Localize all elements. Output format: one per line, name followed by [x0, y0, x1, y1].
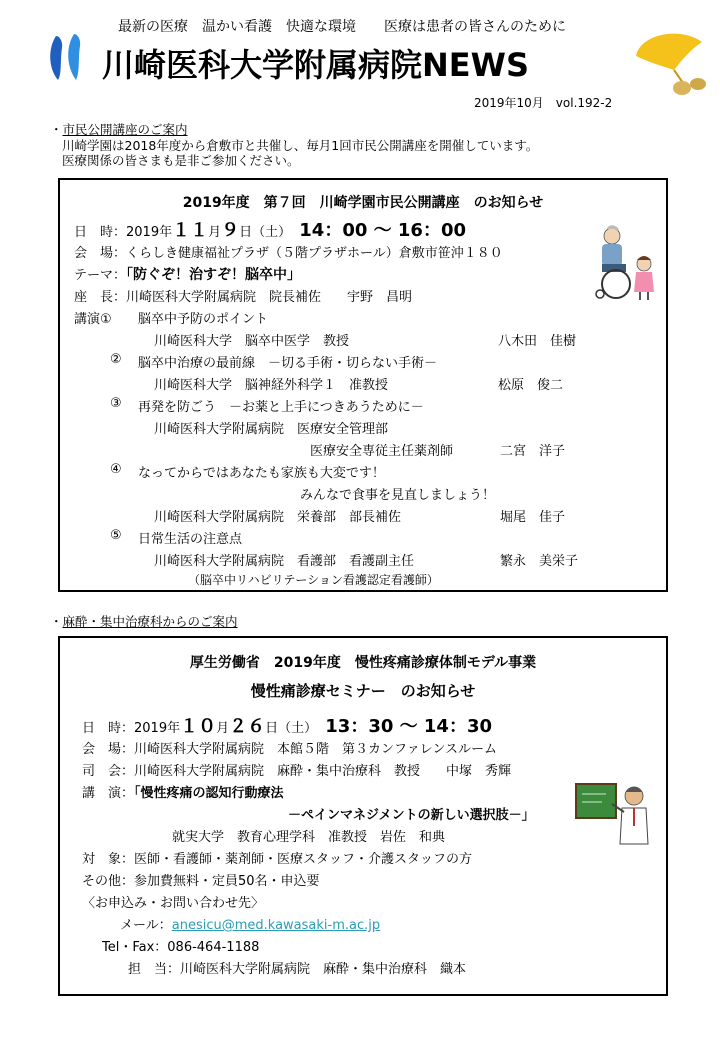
teacher-board-illustration-icon [572, 778, 658, 848]
lecture-venue: 会 場：くらしき健康福祉プラザ（５階プラザホール）倉敷市笹沖１８０ [74, 246, 503, 261]
lecture-5-affiliation: 川崎医科大学附属病院 看護部 看護副主任 [154, 554, 415, 569]
seminar-lecturer: 就実大学 教育心理学科 准教授 岩佐 和典 [172, 830, 446, 845]
seminar-host: 司 会：川崎医科大学附属病院 麻酔・集中治療科 教授 中塚 秀輝 [82, 764, 512, 779]
seminar-title-1: 厚生労働省 2019年度 慢性疼痛診療体制モデル事業 [189, 655, 537, 671]
seminar-other: その他：参加費無料・定員50名・申込要 [82, 874, 320, 889]
lecture-5-note: （脳卒中リハビリテーション看護認定看護師） [188, 573, 439, 587]
lecture-1-affiliation: 川崎医科大学 脳卒中医学 教授 [154, 334, 350, 349]
lecture-5-number: ⑤ [110, 528, 122, 543]
lecture-5-title: 日常生活の注意点 [138, 532, 243, 547]
seminar-date-m: 月 [216, 721, 230, 736]
lecture-3-affiliation-2: 医療安全専従主任薬剤師 [310, 444, 454, 459]
section1-heading: ・市民公開講座のご案内 [50, 122, 188, 137]
seminar-mail-row [120, 914, 380, 933]
date-day: ９ [221, 220, 240, 241]
lecture-2-title: 脳卒中治療の最前線 －切る手術・切らない手術－ [138, 356, 438, 371]
lecture-4-speaker: 堀尾 佳子 [500, 510, 566, 525]
lecture-3-speaker: 二宮 洋子 [500, 444, 566, 459]
wheelchair-illustration-icon [588, 224, 658, 302]
lecture-theme [74, 264, 301, 284]
lecture-2-affiliation: 川崎医科大学 脳神経外科学１ 准教授 [154, 378, 389, 393]
seminar-lecture-subtitle: －ペインマネジメントの新しい選択肢－」 [288, 808, 535, 823]
seminar-date-label: 日 時：2019年 [82, 721, 181, 736]
seminar-mail-label: メール： [120, 918, 172, 933]
ginkgo-icon [630, 26, 710, 102]
lecture-date [74, 216, 466, 242]
newsletter-title: 川崎医科大学附属病院NEWS [102, 46, 529, 84]
lecture-2-speaker: 松原 俊二 [498, 378, 564, 393]
seminar-date-day: ２６ [229, 716, 266, 737]
date-time: 14：00 ～ 16：00 [299, 220, 466, 241]
lecture-5-speaker: 繁永 美栄子 [500, 554, 579, 569]
seminar-date-time: 13：30 ～ 14：30 [325, 716, 492, 737]
seminar-venue: 会 場：川崎医科大学附属病院 本館５階 第３カンファレンスルーム [82, 742, 498, 757]
date-d: 日（土） [239, 225, 292, 240]
section2-heading-text: 麻酔・集中治療科からのご案内 [62, 614, 238, 629]
date-m: 月 [208, 225, 222, 240]
lecture-1-speaker: 八木田 佳樹 [498, 334, 577, 349]
seminar-lecture-title: 「慢性疼痛の認知行動療法 [134, 786, 284, 801]
section1-intro-1: 川崎学園は2018年度から倉敷市と共催し、毎月1回市民公開講座を開催しています。 [62, 138, 539, 153]
seminar-tel: Tel・Fax：086-464-1188 [102, 940, 260, 955]
seminar-date-d: 日（土） [265, 721, 318, 736]
lecture-4-title: なってからではあなたも家族も大変です！ [138, 466, 385, 481]
hospital-logo-icon [46, 30, 94, 84]
seminar-mail-link[interactable]: anesicu@med.kawasaki-m.ac.jp [171, 918, 381, 933]
seminar-lecture [82, 782, 284, 801]
theme-label: テーマ： [74, 268, 127, 283]
seminar-date [82, 712, 492, 738]
date-month: １１ [172, 220, 209, 241]
seminar-target: 対 象：医師・看護師・薬剤師・医療スタッフ・介護スタッフの方 [82, 852, 473, 867]
section1-intro-2: 医療関係の皆さまも是非ご参加ください。 [62, 153, 300, 168]
seminar-date-month: １０ [180, 716, 217, 737]
lecture-2-number: ② [110, 352, 122, 367]
lecture-4-number: ④ [110, 462, 122, 477]
section2-heading: ・麻酔・集中治療科からのご案内 [50, 614, 238, 629]
lecture-3-number: ③ [110, 396, 122, 411]
section1-heading-text: 市民公開講座のご案内 [62, 122, 188, 137]
theme-text: 「防ぐぞ！治すぞ！脳卒中」 [126, 267, 302, 283]
seminar-title-2: 慢性痛診療セミナー のお知らせ [250, 682, 476, 700]
lecture-4-affiliation: 川崎医科大学附属病院 栄養部 部長補佐 [154, 510, 402, 525]
lecture-1-title: 脳卒中予防のポイント [138, 312, 269, 327]
tagline: 最新の医療 温かい看護 快適な環境 医療は患者の皆さんのために [118, 19, 566, 35]
lecture-3-affiliation: 川崎医科大学附属病院 医療安全管理部 [154, 422, 389, 437]
seminar-person: 担 当：川崎医科大学附属病院 麻酔・集中治療科 織本 [128, 962, 467, 977]
lecture-4-title-2: みんなで食事を見直しましょう！ [300, 488, 496, 503]
lecture-chair: 座 長：川崎医科大学附属病院 院長補佐 宇野 昌明 [74, 290, 413, 305]
lecture-label: 講演① [74, 312, 112, 327]
seminar-lecture-label: 講 演： [82, 786, 135, 801]
lecture-title: 2019年度 第７回 川崎学園市民公開講座 のお知らせ [182, 195, 544, 211]
date-label: 日 時：2019年 [74, 225, 173, 240]
lecture-box [58, 178, 668, 592]
lecture-3-title: 再発を防ごう －お薬と上手につきあうために－ [138, 400, 424, 415]
issue-info: 2019年10月 vol.192-2 [474, 96, 613, 110]
seminar-box [58, 636, 668, 996]
seminar-contact-heading: 〈お申込み・お問い合わせ先〉 [82, 896, 265, 911]
